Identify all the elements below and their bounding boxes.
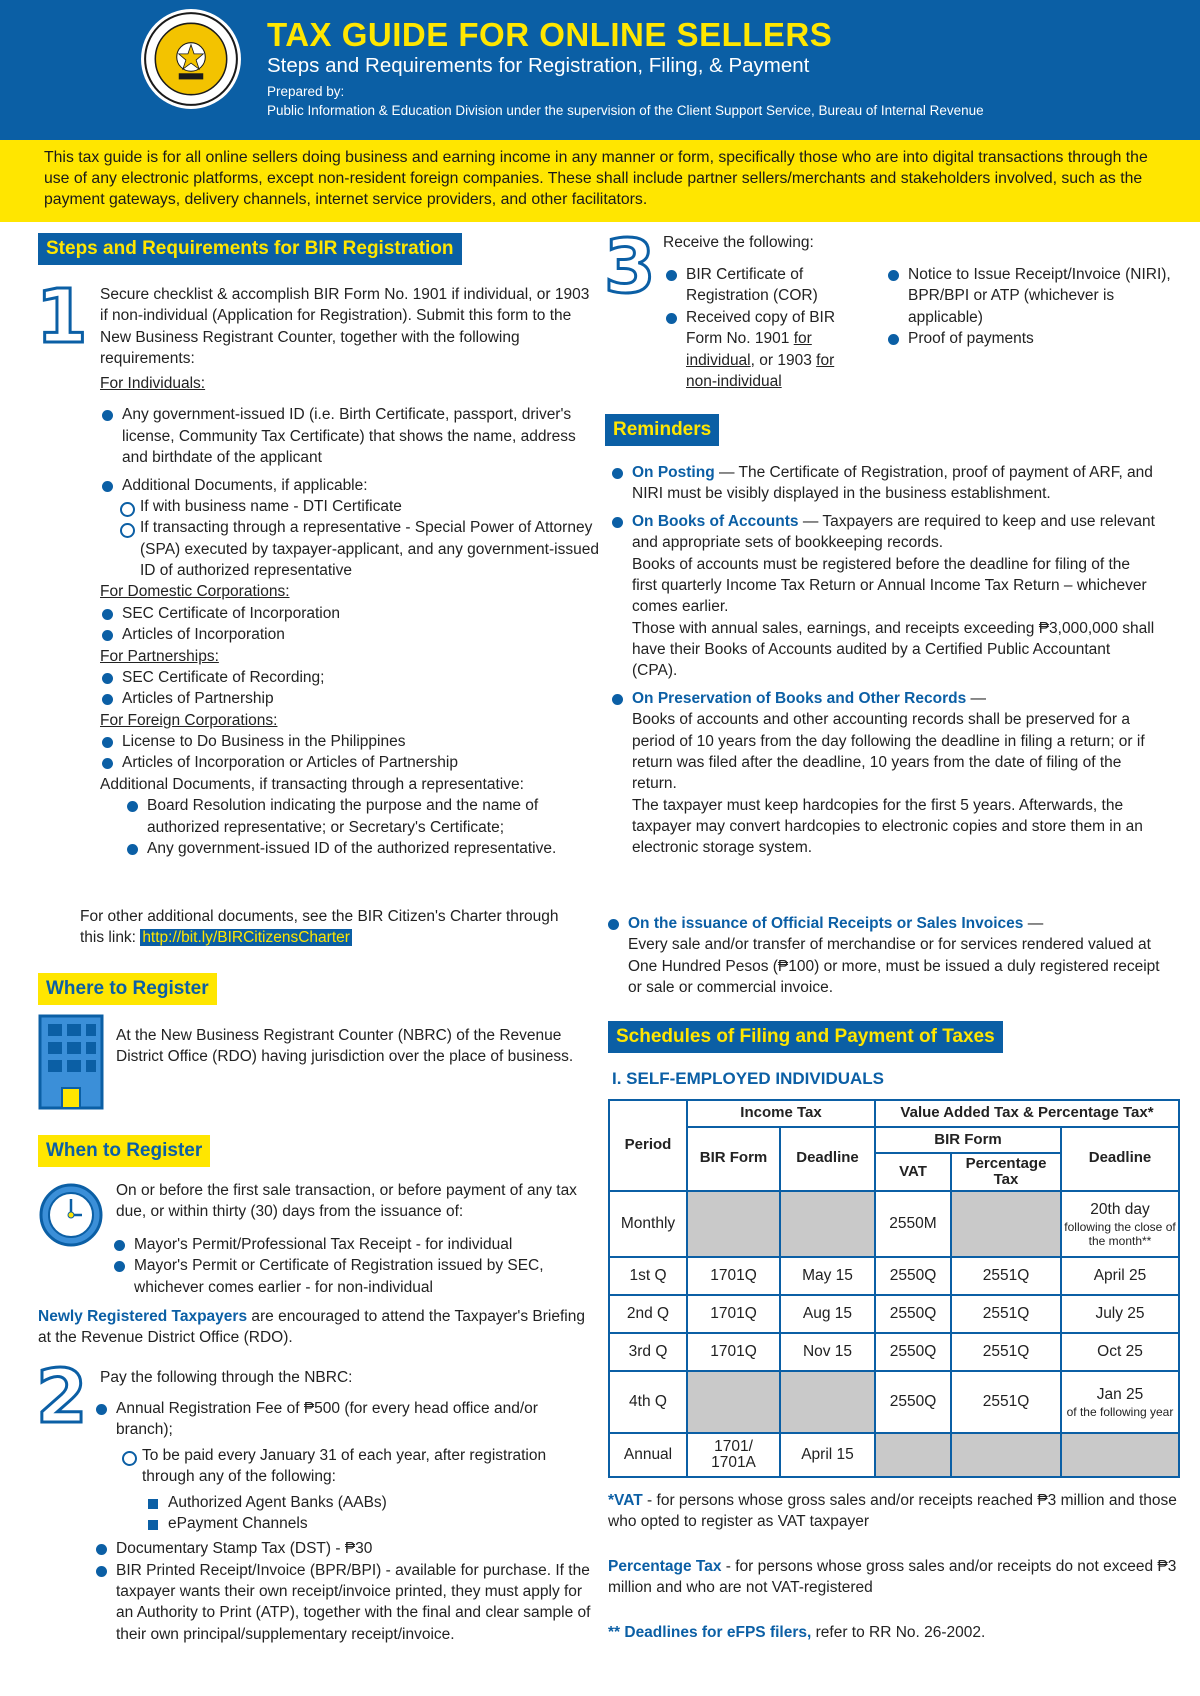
- table-row: Monthly 2550M 20th day following the close of the month**: [609, 1191, 1179, 1257]
- col-vat-pct: Value Added Tax & Percentage Tax*: [875, 1100, 1179, 1127]
- schedule-table: [608, 1099, 1180, 1478]
- representative-list: [125, 795, 600, 859]
- vat-note: *VAT - for persons whose gross sales and/or receipts reached ₱3 million and those who opted to register as VAT taxpayer: [608, 1492, 1177, 1531]
- prepared-by: Public Information & Education Division under the supervision of the Client Support Service, Bureau of Internal Revenue: [267, 103, 984, 118]
- individuals-label: For Individuals:: [100, 375, 206, 392]
- list-item: Proof of payments: [886, 328, 1186, 349]
- list-item: Articles of Incorporation or Articles of Partnership: [100, 752, 600, 773]
- list-item: Articles of Partnership: [100, 688, 600, 709]
- domestic-list: [100, 603, 600, 646]
- self-employed-heading: I. SELF-EMPLOYED INDIVIDUALS: [612, 1069, 885, 1088]
- requirements-block: [100, 373, 600, 859]
- list-item: On the issuance of Official Receipts or Sales Invoices — Every sale and/or transfer of merchandise or for services rendered valued at One Hundred Pesos (₱100) or more, must be issued a duly registered receipt or sale or commercial invoice.: [606, 913, 1162, 999]
- step-3-list-2: [886, 264, 1186, 350]
- list-item: Documentary Stamp Tax (DST) - ₱30: [94, 1538, 594, 1559]
- other-docs: For other additional documents, see the BIR Citizen's Charter through this link: http://bit.ly/BIRCitizensCharter: [80, 908, 559, 947]
- list-item: To be paid every January 31 of each year, after registration through any of the following: Authorized Agent Banks (AABs) ePayment Channels: [120, 1445, 594, 1535]
- list-item: Notice to Issue Receipt/Invoice (NIRI), BPR/BPI or ATP (whichever is applicable): [886, 264, 1186, 328]
- list-item: Articles of Incorporation: [100, 624, 600, 645]
- domestic-label: For Domestic Corporations:: [100, 583, 290, 601]
- table-row: 3rd Q 1701Q Nov 15 2550Q 2551Q Oct 25: [609, 1333, 1179, 1371]
- fee-sublist: [120, 1445, 594, 1535]
- col-percentage-tax: Percentage Tax: [951, 1153, 1061, 1191]
- individuals-list: [100, 404, 600, 581]
- registration-heading: Steps and Requirements for BIR Registration: [38, 233, 462, 265]
- step-1-text: Secure checklist & accomplish BIR Form No. 1901 if individual, or 1903 if non-individual (Application for Registration). Submit this form to the New Business Registrant Counter, together with the following requirements:: [100, 286, 590, 368]
- step-1-number: 1: [36, 274, 88, 360]
- list-item: Any government-issued ID of the authorized representative.: [125, 838, 600, 859]
- list-item: Any government-issued ID (i.e. Birth Certificate, passport, driver's license, Community Tax Certificate) that shows the name, address and birthdate of the applicant: [100, 404, 600, 468]
- step-2-intro: Pay the following through the NBRC:: [100, 1369, 353, 1386]
- step-3-list-1: [664, 264, 864, 392]
- clock-icon: [38, 1182, 104, 1248]
- citizens-charter-link[interactable]: http://bit.ly/BIRCitizensCharter: [142, 929, 350, 947]
- list-item: On Preservation of Books and Other Records — Books of accounts and other accounting records shall be preserved for a period of 10 years from the day following the deadline in filing a return; or if return was filed after the deadline, 10 years from the date of filing of the return. The taxpayer must keep hardcopies for the first 5 years. Afterwards, the taxpayer may convert hardcopies to electronic copies and store them in an electronic storage system.: [610, 688, 1158, 859]
- efps-note: ** Deadlines for eFPS filers, refer to RR No. 26-2002.: [608, 1624, 986, 1641]
- partnerships-label: For Partnerships:: [100, 647, 219, 665]
- list-item: Received copy of BIR Form No. 1901 for individual, or 1903 for non-individual: [664, 307, 864, 393]
- intro-text: This tax guide is for all online sellers doing business and earning income in any manner or form, specifically those who are into digital transactions through the use of any electronic platforms, except non-resident foreign companies. These shall include partner sellers/merchants and stakeholders involved, such as the payment gateways, delivery channels, internet service providers, and other facilitators.: [0, 140, 1200, 222]
- list-item: Mayor's Permit/Professional Tax Receipt - for individual: [112, 1234, 592, 1255]
- list-item: ePayment Channels: [146, 1513, 594, 1534]
- table-row: 4th Q 2550Q 2551Q Jan 25 of the following year: [609, 1371, 1179, 1433]
- step-2-list: [94, 1398, 594, 1645]
- list-item: SEC Certificate of Incorporation: [100, 603, 600, 624]
- header-banner: [0, 0, 1200, 140]
- table-row: Annual 1701/ 1701A April 15: [609, 1433, 1179, 1477]
- reminders-list: [610, 462, 1158, 859]
- reminders-heading: Reminders: [605, 414, 719, 446]
- col-deadline: Deadline: [780, 1127, 875, 1191]
- where-text: At the New Business Registrant Counter (NBRC) of the Revenue District Office (RDO) having jurisdiction over the place of business.: [116, 1027, 574, 1066]
- list-item: Additional Documents, if applicable: If with business name - DTI Certificate If transacting through a representative - Special Power of Attorney (SPA) executed by taxpayer-applicant, and any government-issued ID of authorized representative: [100, 475, 600, 582]
- step-3-intro: Receive the following:: [663, 234, 814, 251]
- foreign-list: [100, 731, 600, 774]
- channels-list: [146, 1492, 594, 1535]
- list-item: BIR Printed Receipt/Invoice (BPR/BPI) - available for purchase. If the taxpayer wants their own receipt/invoice printed, they must apply for an Authority to Print (ATP), together with the final and clear sample of their own principal/supplementary receipt/invoice.: [94, 1560, 594, 1646]
- list-item: Mayor's Permit or Certificate of Registration issued by SEC, whichever comes earlier - for non-individual: [112, 1255, 592, 1298]
- list-item: If transacting through a representative - Special Power of Attorney (SPA) executed by taxpayer-applicant, and any government-issued ID of authorized representative: [118, 517, 600, 581]
- table-row: 1st Q 1701Q May 15 2550Q 2551Q April 25: [609, 1257, 1179, 1295]
- list-item: Authorized Agent Banks (AABs): [146, 1492, 594, 1513]
- col-bir-form-2: BIR Form: [875, 1127, 1061, 1154]
- when-list: [112, 1234, 592, 1298]
- list-item: License to Do Business in the Philippines: [100, 731, 600, 752]
- additional-sublist: [118, 496, 600, 582]
- step-2-number: 2: [36, 1354, 88, 1440]
- col-vat: VAT: [875, 1153, 951, 1191]
- percentage-tax-note: Percentage Tax - for persons whose gross sales and/or receipts do not exceed ₱3 million and who are not VAT-registered: [608, 1558, 1177, 1597]
- when-heading: When to Register: [38, 1135, 210, 1167]
- list-item: BIR Certificate of Registration (COR): [664, 264, 864, 307]
- building-icon: [38, 1014, 104, 1110]
- step-3-number: 3: [604, 224, 656, 310]
- list-item: If with business name - DTI Certificate: [118, 496, 600, 517]
- list-item: Board Resolution indicating the purpose and the name of authorized representative; or Secretary's Certificate;: [125, 795, 600, 838]
- issuance-list: [606, 913, 1162, 999]
- bir-seal-icon: [140, 8, 242, 110]
- table-row: 2nd Q 1701Q Aug 15 2550Q 2551Q July 25: [609, 1295, 1179, 1333]
- foreign-label: For Foreign Corporations:: [100, 711, 278, 729]
- page-subtitle: Steps and Requirements for Registration, Filing, & Payment: [267, 54, 810, 77]
- page-title: TAX GUIDE FOR ONLINE SELLERS: [267, 16, 833, 53]
- list-item: On Books of Accounts — Taxpayers are required to keep and use relevant and appropriate sets of bookkeeping records. Books of accounts must be registered before the deadline for filing of the first quarterly Income Tax Return or Annual Income Tax Return – whichever comes earlier. Those with annual sales, earnings, and receipts exceeding ₱3,000,000 shall have their Books of Accounts audited by a Certified Public Accountant (CPA).: [610, 511, 1158, 682]
- col-deadline-2: Deadline: [1061, 1127, 1179, 1191]
- representative-label: Additional Documents, if transacting through a representative:: [100, 775, 524, 793]
- list-item: Annual Registration Fee of ₱500 (for every head office and/or branch); To be paid every January 31 of each year, after registration through any of the following: Authorized Agent Banks (AABs) ePayment Channels: [94, 1398, 594, 1534]
- list-item: SEC Certificate of Recording;: [100, 667, 600, 688]
- where-heading: Where to Register: [38, 973, 217, 1005]
- schedules-heading: Schedules of Filing and Payment of Taxes: [608, 1021, 1003, 1053]
- list-item: On Posting — The Certificate of Registration, proof of payment of ARF, and NIRI must be visibly displayed in the business establishment.: [610, 462, 1158, 505]
- newly-registered-note: Newly Registered Taxpayers are encouraged to attend the Taxpayer's Briefing at the Revenue District Office (RDO).: [38, 1308, 585, 1347]
- when-text: On or before the first sale transaction, or before payment of any tax due, or within thirty (30) days from the issuance of:: [116, 1182, 577, 1221]
- col-period: Period: [609, 1100, 687, 1191]
- prepared-label: Prepared by:: [267, 84, 345, 99]
- partnerships-list: [100, 667, 600, 710]
- col-income-tax: Income Tax: [687, 1100, 875, 1127]
- col-bir-form: BIR Form: [687, 1127, 780, 1191]
